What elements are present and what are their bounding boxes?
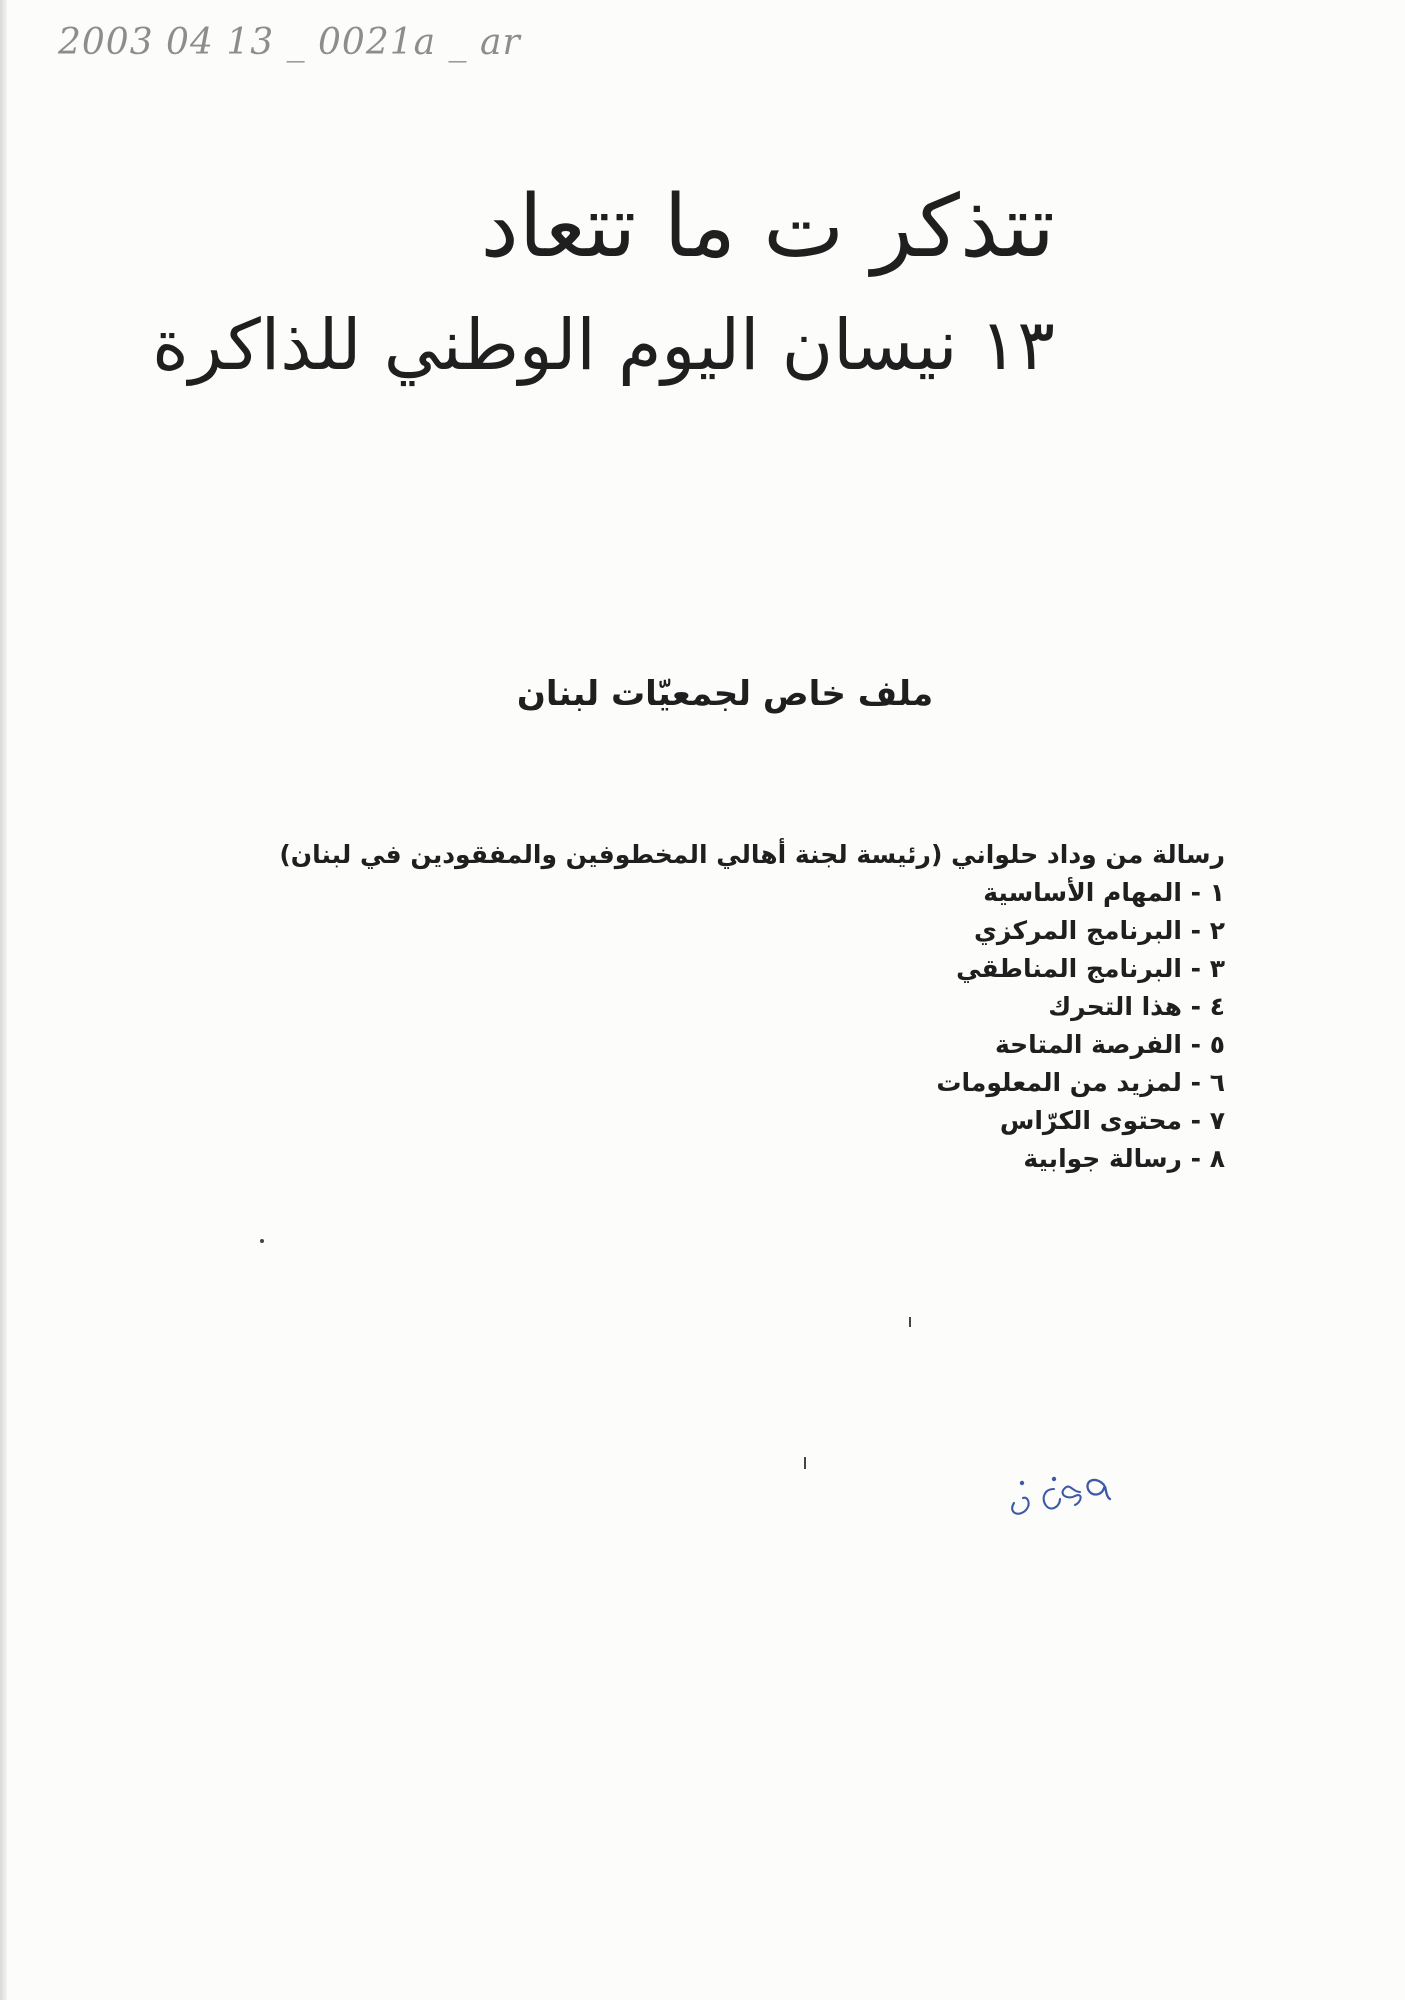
title-block [152,177,1055,387]
signature-ink-icon [984,1458,1134,1528]
scan-speck [260,1239,264,1243]
archive-reference-note: 2003 04 13 _ 0021a _ ar [58,22,521,63]
handwritten-signature [984,1458,1134,1528]
dossier-heading: ملف خاص لجمعيّات لبنان [516,674,934,714]
contents-section [279,836,1225,1178]
toc-item-2: ٢ - البرنامج المركزي [973,916,1225,945]
toc-item-8: ٨ - رسالة جوابية [1023,1144,1225,1173]
letter-intro: رسالة من وداد حلواني (رئيسة لجنة أهالي المخطوفين والمفقودين في لبنان) [279,840,1225,869]
toc-item-5: ٥ - الفرصة المتاحة [994,1030,1225,1059]
scan-speck [909,1317,911,1327]
toc-item-4: ٤ - هذا التحرك [1048,992,1225,1021]
toc-item-7: ٧ - محتوى الكرّاس [999,1106,1225,1135]
toc-item-1: ١ - المهام الأساسية [983,878,1225,907]
toc-item-6: ٦ - لمزيد من المعلومات [936,1068,1225,1097]
subtitle: ١٣ نيسان اليوم الوطني للذاكرة [152,303,1055,386]
scan-edge-shadow [0,0,7,2000]
toc-item-3: ٣ - البرنامج المناطقي [956,954,1225,983]
table-of-contents [365,874,1225,1178]
main-title: تتذكر ت ما تتعاد [480,177,1055,277]
scan-speck [804,1457,806,1469]
